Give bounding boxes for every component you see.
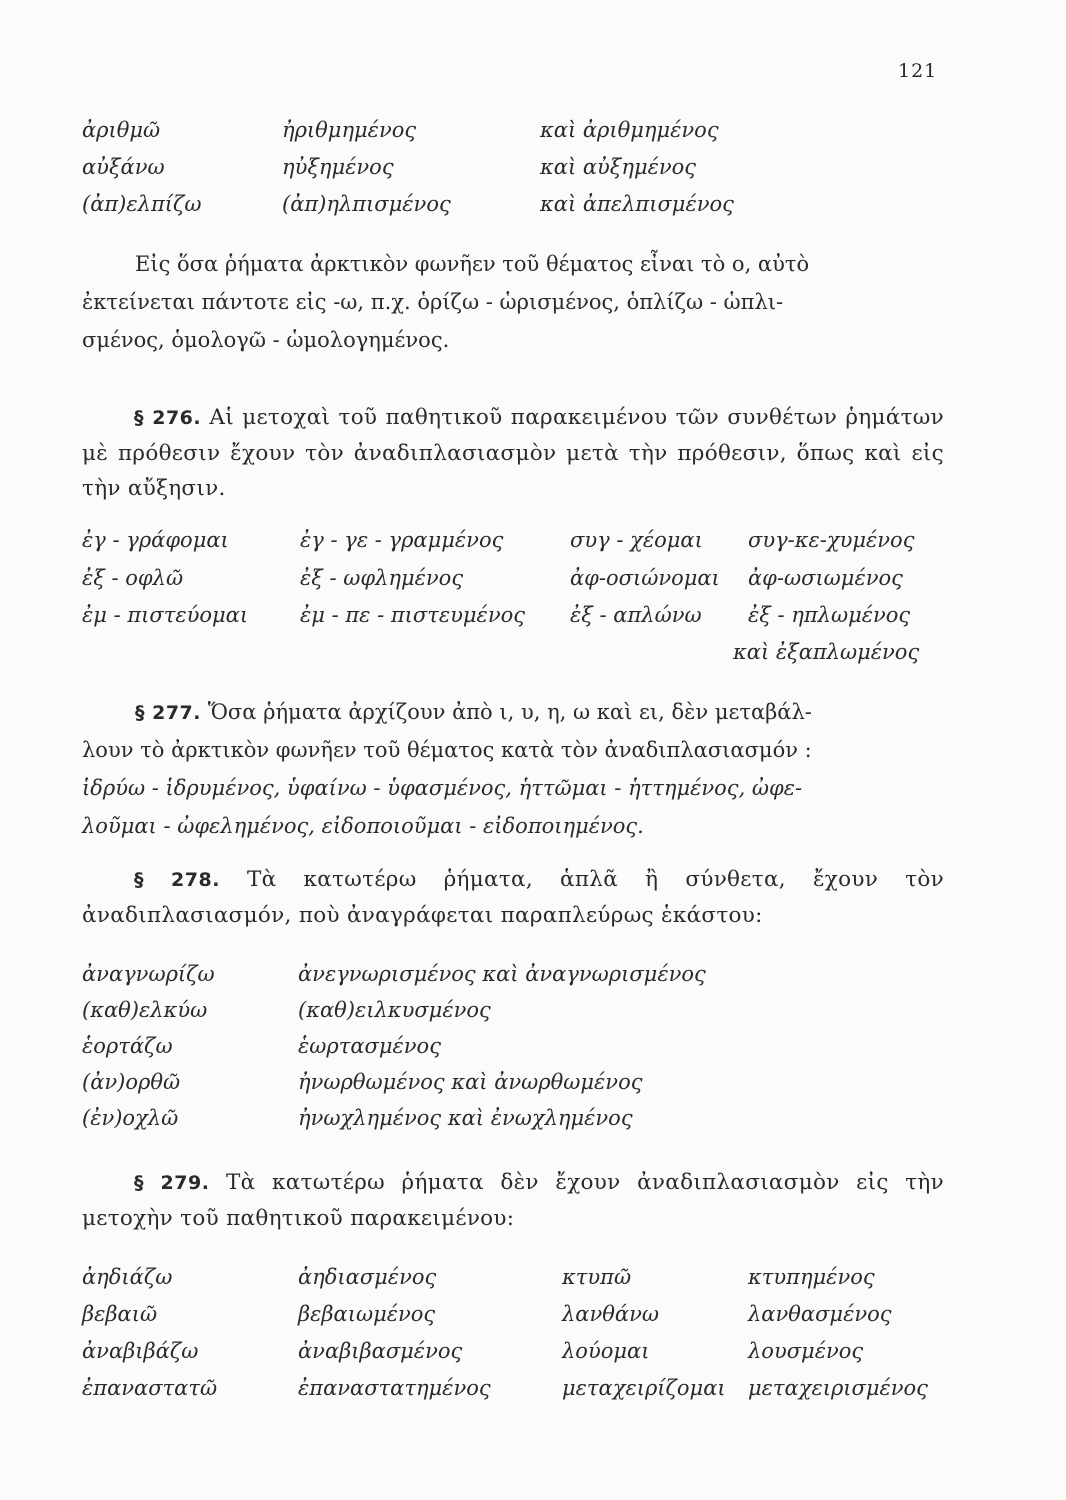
section-276: [82, 400, 944, 506]
paragraph-line: Εἰς ὅσα ῥήματα ἀρκτικὸν φωνῆεν τοῦ θέματος εἶναι τὸ ο, αὐτὸ: [135, 252, 810, 276]
table-cell: ηὐξημένος: [282, 155, 394, 179]
table-cell: ἀναβιβασμένος: [298, 1339, 463, 1363]
table-cell: βεβαιῶ: [82, 1302, 158, 1326]
table-cell: ἀριθμῶ: [82, 118, 161, 142]
table-cell: καὶ ἀπελπισμένος: [540, 192, 734, 216]
section-number: § 276.: [134, 407, 202, 429]
section-number: § 277.: [135, 702, 201, 724]
table-cell: ἑωρτασμένος: [298, 1034, 441, 1058]
table-cell: (ἀν)ορθῶ: [82, 1070, 181, 1094]
section-277-line: ἱδρύω - ἱδρυμένος, ὑφαίνω - ὑφασμένος, ἡττῶμαι - ἡττημένος, ὠφε-: [82, 776, 803, 800]
table-cell: ἑορτάζω: [82, 1034, 173, 1058]
table-cell: μεταχειρίζομαι: [562, 1376, 726, 1400]
section-text: Τὰ κατωτέρω ῥήματα, ἁπλᾶ ἢ σύνθετα, ἔχουν τὸν ἀναδιπλασιασμόν, ποὺ ἀναγράφεται παραπλεύρως ἑκάστου:: [82, 867, 944, 928]
table-cell: καὶ ἀριθμημένος: [540, 118, 719, 142]
section-279: [82, 1165, 944, 1236]
table-cell: ἐξ - ηπλωμένος: [748, 603, 911, 627]
table-cell: ἀφ-ωσιωμένος: [748, 566, 903, 590]
section-text: Ὅσα ῥήματα ἀρχίζουν ἀπὸ ι, υ, η, ω καὶ ει, δὲν μεταβάλ-: [207, 700, 812, 724]
table-cell: μεταχειρισμένος: [748, 1376, 928, 1400]
table-cell: βεβαιωμένος: [298, 1302, 436, 1326]
table-cell: ἀηδιασμένος: [298, 1265, 437, 1289]
table-cell: κτυπῶ: [562, 1265, 632, 1289]
table-cell: (ἀπ)ελπίζω: [82, 192, 202, 216]
table-cell: ἠριθμημένος: [282, 118, 417, 142]
section-277-line: [135, 700, 812, 724]
table-cell: λουσμένος: [748, 1339, 864, 1363]
table-cell: καὶ αὐξημένος: [540, 155, 697, 179]
table-cell: ἀνεγνωρισμένος καὶ ἀναγνωρισμένος: [298, 962, 706, 986]
table-cell: λούομαι: [562, 1339, 650, 1363]
section-277-line: λοῦμαι - ὠφελημένος, εἰδοποιοῦμαι - εἰδοποιημένος.: [82, 814, 644, 838]
table-cell: λανθασμένος: [748, 1302, 892, 1326]
section-number: § 278.: [134, 869, 220, 891]
table-cell: (καθ)ειλκυσμένος: [298, 998, 491, 1022]
table-cell: ἐπαναστατῶ: [82, 1376, 218, 1400]
table-cell: ἐξ - ωφλημένος: [300, 566, 464, 590]
table-cell: κτυπημένος: [748, 1265, 875, 1289]
table-cell: ἐγ - γε - γραμμένος: [300, 528, 504, 552]
table-cell: ἐξ - οφλῶ: [82, 566, 184, 590]
paragraph-line: ἐκτείνεται πάντοτε εἰς -ω, π.χ. ὁρίζω - ὡρισμένος, ὁπλίζω - ὡπλι-: [82, 290, 784, 314]
section-278: [82, 862, 944, 933]
table-cell: συγ - χέομαι: [570, 528, 703, 552]
section-277-line: λουν τὸ ἀρκτικὸν φωνῆεν τοῦ θέματος κατὰ τὸν ἀναδιπλασιασμόν :: [82, 738, 812, 762]
table-cell: ἐμ - πιστεύομαι: [82, 603, 249, 627]
table-cell: ἐμ - πε - πιστευμένος: [300, 603, 525, 627]
table-cell: αὐξάνω: [82, 155, 165, 179]
table-cell: ἐξ - απλώνω: [570, 603, 702, 627]
section-number: § 279.: [134, 1172, 210, 1194]
table-cell: ἠνωχλημένος καὶ ἐνωχλημένος: [298, 1106, 633, 1130]
table-cell: ἠνωρθωμένος καὶ ἀνωρθωμένος: [298, 1070, 643, 1094]
table-cell: (καθ)ελκύω: [82, 998, 208, 1022]
table-cell: ἐγ - γράφομαι: [82, 528, 229, 552]
table-cell: λανθάνω: [562, 1302, 659, 1326]
section-text: Τὰ κατωτέρω ῥήματα δὲν ἔχουν ἀναδιπλασιασμὸν εἰς τὴν μετοχὴν τοῦ παθητικοῦ παρακειμένου:: [82, 1170, 944, 1231]
table-cell: ἀηδιάζω: [82, 1265, 173, 1289]
table-cell: (ἀπ)ηλπισμένος: [282, 192, 451, 216]
section-text: Αἱ μετοχαὶ τοῦ παθητικοῦ παρακειμένου τῶν συνθέτων ῥημάτων μὲ πρόθεσιν ἔχουν τὸν ἀναδιπλασιασμὸν μετὰ τὴν πρόθεσιν, ὅπως καὶ εἰς τὴν αὔξησιν.: [82, 405, 944, 501]
table-cell: ἀναβιβάζω: [82, 1339, 199, 1363]
table-cell: (ἐν)οχλῶ: [82, 1106, 179, 1130]
page-number: 121: [898, 60, 938, 82]
table-cell: ἀφ-οσιώνομαι: [570, 566, 720, 590]
table-cell: ἀναγνωρίζω: [82, 962, 215, 986]
table-cell: ἐπαναστατημένος: [298, 1376, 491, 1400]
table-cell: συγ-κε-χυμένος: [748, 528, 915, 552]
paragraph-line: σμένος, ὁμολογῶ - ὡμολογημένος.: [82, 328, 450, 352]
table-cell: καὶ ἐξαπλωμένος: [733, 640, 920, 664]
